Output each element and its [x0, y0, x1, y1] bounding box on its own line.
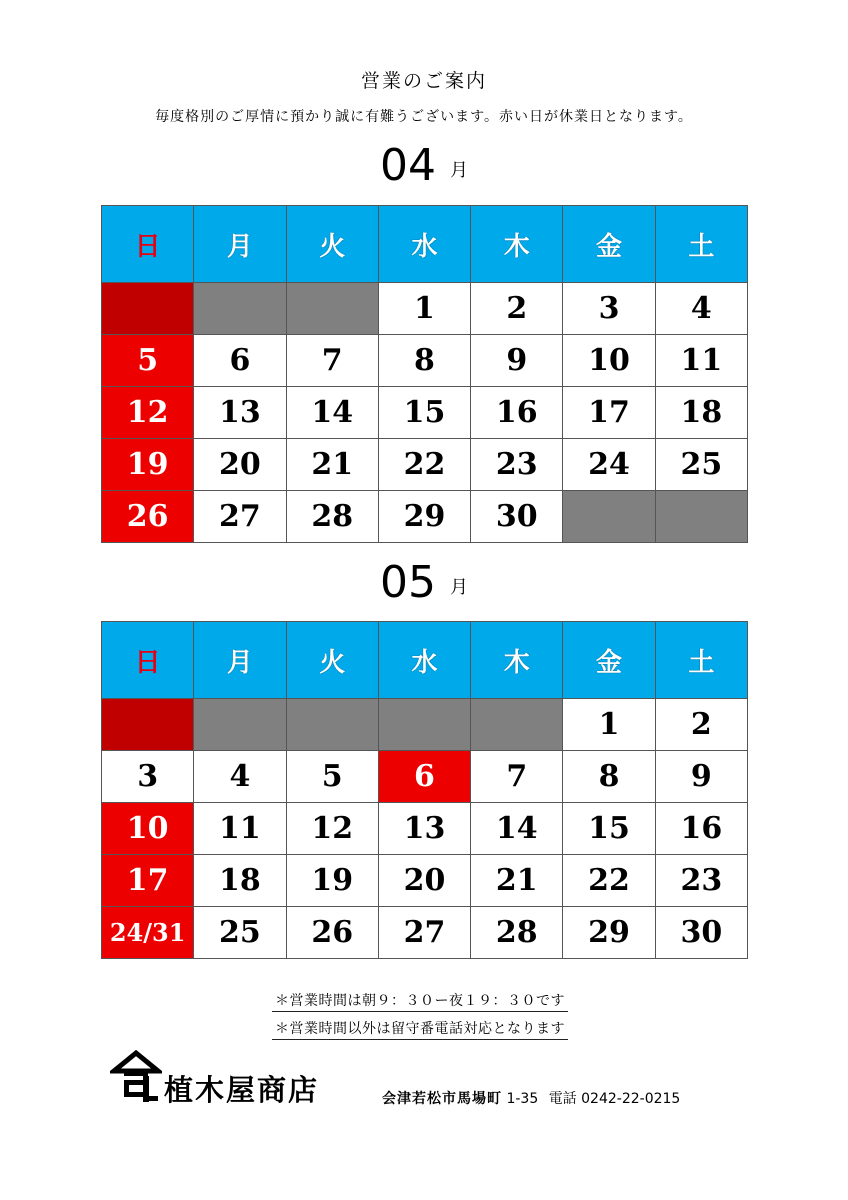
day-cell: 14 — [286, 387, 378, 439]
day-cell: 3 — [102, 751, 194, 803]
empty-day-cell — [563, 491, 655, 543]
store-address — [382, 1088, 680, 1108]
empty-day-cell — [194, 699, 286, 751]
day-cell: 18 — [655, 387, 747, 439]
month-number: 05 — [380, 557, 436, 608]
weekday-header: 金 — [563, 206, 655, 283]
week-row — [102, 335, 748, 387]
day-cell: 17 — [563, 387, 655, 439]
weekday-header: 日 — [102, 206, 194, 283]
month-number: 04 — [380, 140, 436, 191]
day-cell: 5 — [102, 335, 194, 387]
day-cell: 11 — [194, 803, 286, 855]
empty-day-cell — [286, 283, 378, 335]
empty-day-cell — [194, 283, 286, 335]
day-cell: 18 — [194, 855, 286, 907]
day-cell: 27 — [378, 907, 470, 959]
week-row — [102, 803, 748, 855]
month-heading-may — [0, 557, 848, 608]
week-row — [102, 751, 748, 803]
store-footer — [110, 1050, 810, 1110]
day-cell: 8 — [378, 335, 470, 387]
phone-label: 電話 — [548, 1091, 577, 1107]
empty-day-cell — [102, 283, 194, 335]
day-cell: 30 — [655, 907, 747, 959]
weekday-header: 木 — [471, 206, 563, 283]
week-row — [102, 387, 748, 439]
week-row — [102, 491, 748, 543]
weekday-header: 月 — [194, 622, 286, 699]
day-cell: 25 — [655, 439, 747, 491]
day-cell: 3 — [563, 283, 655, 335]
phone-number: 0242-22-0215 — [581, 1091, 681, 1107]
day-cell: 15 — [563, 803, 655, 855]
day-cell: 7 — [286, 335, 378, 387]
day-cell: 16 — [471, 387, 563, 439]
address-city: 会津若松市馬場町 — [382, 1091, 502, 1107]
day-cell: 13 — [378, 803, 470, 855]
day-cell: 14 — [471, 803, 563, 855]
day-cell: 4 — [655, 283, 747, 335]
empty-day-cell — [655, 491, 747, 543]
day-cell: 26 — [286, 907, 378, 959]
day-cell: 1 — [378, 283, 470, 335]
empty-day-cell — [102, 699, 194, 751]
day-cell: 15 — [378, 387, 470, 439]
month-unit: 月 — [450, 160, 468, 181]
day-cell: 16 — [655, 803, 747, 855]
calendar-april — [101, 205, 748, 543]
week-row — [102, 439, 748, 491]
month-heading-april — [0, 140, 848, 191]
week-row — [102, 283, 748, 335]
month-unit: 月 — [450, 577, 468, 598]
day-cell: 11 — [655, 335, 747, 387]
day-cell: 1 — [563, 699, 655, 751]
day-cell: 17 — [102, 855, 194, 907]
day-cell: 2 — [655, 699, 747, 751]
day-cell: 20 — [194, 439, 286, 491]
day-cell: 22 — [563, 855, 655, 907]
day-cell: 8 — [563, 751, 655, 803]
day-cell: 25 — [194, 907, 286, 959]
day-cell: 29 — [378, 491, 470, 543]
day-cell: 2 — [471, 283, 563, 335]
day-cell: 28 — [286, 491, 378, 543]
weekday-header: 水 — [378, 206, 470, 283]
weekday-header: 水 — [378, 622, 470, 699]
weekday-header: 金 — [563, 622, 655, 699]
shop-mark-icon — [110, 1050, 162, 1102]
page-title: 営業のご案内 — [360, 70, 487, 92]
weekday-header: 木 — [471, 622, 563, 699]
day-cell: 21 — [471, 855, 563, 907]
day-cell: 21 — [286, 439, 378, 491]
day-cell: 23 — [471, 439, 563, 491]
empty-day-cell — [378, 699, 470, 751]
empty-day-cell — [286, 699, 378, 751]
week-row — [102, 699, 748, 751]
day-cell: 22 — [378, 439, 470, 491]
day-cell: 19 — [286, 855, 378, 907]
day-cell: 13 — [194, 387, 286, 439]
calendar-may — [101, 621, 748, 959]
day-cell: 23 — [655, 855, 747, 907]
day-cell: 30 — [471, 491, 563, 543]
week-row — [102, 907, 748, 959]
day-cell: 10 — [102, 803, 194, 855]
day-cell: 5 — [286, 751, 378, 803]
day-cell: 6 — [378, 751, 470, 803]
address-number: 1-35 — [506, 1091, 539, 1107]
weekday-header-row — [102, 206, 748, 283]
day-cell: 9 — [471, 335, 563, 387]
day-cell: 4 — [194, 751, 286, 803]
day-cell: 6 — [194, 335, 286, 387]
day-cell: 10 — [563, 335, 655, 387]
weekday-header: 火 — [286, 622, 378, 699]
empty-day-cell — [471, 699, 563, 751]
weekday-header: 土 — [655, 622, 747, 699]
day-cell: 19 — [102, 439, 194, 491]
day-cell: 12 — [102, 387, 194, 439]
store-name: 植木屋商店 — [164, 1073, 320, 1107]
day-cell: 27 — [194, 491, 286, 543]
day-cell: 20 — [378, 855, 470, 907]
day-cell: 26 — [102, 491, 194, 543]
day-cell: 9 — [655, 751, 747, 803]
week-row — [102, 855, 748, 907]
answering-machine-note: ＊営業時間以外は留守番電話対応となります — [272, 1018, 568, 1040]
page-subtitle: 毎度格別のご厚情に預かり誠に有難うございます。赤い日が休業日となります。 — [155, 109, 693, 125]
weekday-header: 日 — [102, 622, 194, 699]
hours-note: ＊営業時間は朝９：３０ー夜１９：３０です — [272, 990, 568, 1012]
day-cell: 24 — [563, 439, 655, 491]
weekday-header: 月 — [194, 206, 286, 283]
weekday-header-row — [102, 622, 748, 699]
day-cell: 29 — [563, 907, 655, 959]
weekday-header: 火 — [286, 206, 378, 283]
day-cell: 12 — [286, 803, 378, 855]
day-cell: 7 — [471, 751, 563, 803]
day-cell: 28 — [471, 907, 563, 959]
weekday-header: 土 — [655, 206, 747, 283]
day-cell: 24/31 — [102, 907, 194, 959]
